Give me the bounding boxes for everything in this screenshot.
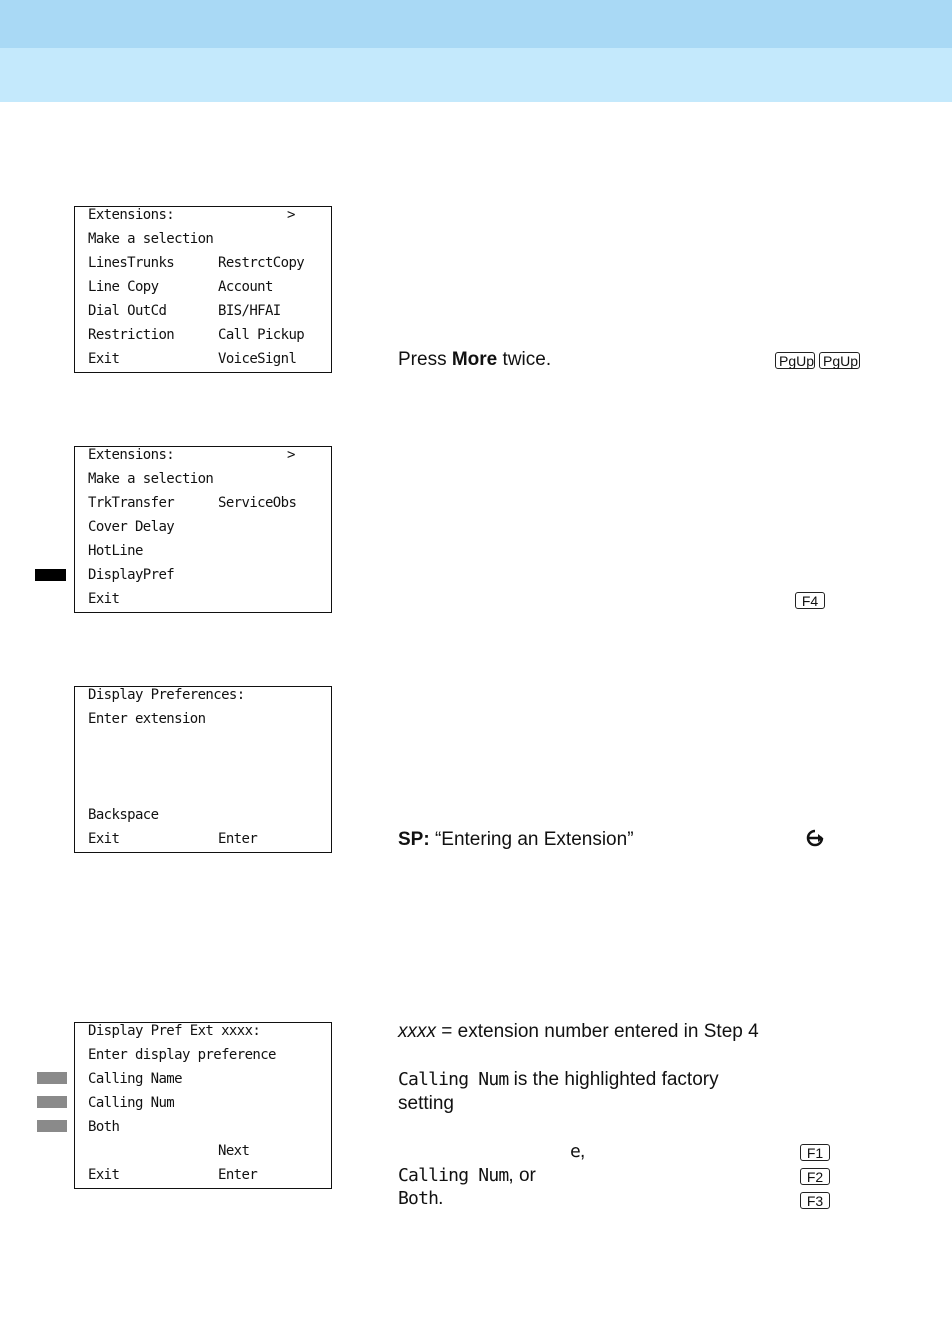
screen-title: Extensions: — [88, 207, 175, 223]
option-display-pref[interactable]: DisplayPref — [88, 567, 175, 583]
choice-both: Both. — [398, 1188, 444, 1209]
enter-button[interactable]: Enter — [218, 1167, 258, 1183]
selection-marker-calling-num — [37, 1096, 67, 1108]
choice-calling-num: Calling Num, or — [398, 1165, 536, 1186]
option-both[interactable]: Both — [88, 1119, 120, 1135]
option-account[interactable]: Account — [218, 279, 273, 295]
option-dial-outcd[interactable]: Dial OutCd — [88, 303, 167, 319]
screen-title: Display Preferences: — [88, 687, 245, 703]
screen-prompt: Make a selection — [88, 471, 214, 487]
exit-button[interactable]: Exit — [88, 831, 120, 847]
enter-button[interactable]: Enter — [218, 831, 258, 847]
option-bis-hfai[interactable]: BIS/HFAI — [218, 303, 281, 319]
display-screen-extensions-page3 — [74, 446, 332, 613]
exit-button[interactable]: Exit — [88, 1167, 120, 1183]
option-restriction[interactable]: Restriction — [88, 327, 175, 343]
instruction-factory-setting: Calling Num is the highlighted factory — [398, 1069, 719, 1090]
display-screen-extensions-page1 — [74, 206, 332, 373]
f4-key[interactable]: F4 — [795, 592, 825, 609]
pgup-key-2[interactable]: PgUp — [819, 352, 860, 369]
option-line-copy[interactable]: Line Copy — [88, 279, 159, 295]
screen-title: Display Pref Ext xxxx: — [88, 1023, 261, 1039]
screen-prompt: Enter extension — [88, 711, 206, 727]
more-arrow[interactable]: > — [287, 207, 295, 223]
option-trk-transfer[interactable]: TrkTransfer — [88, 495, 175, 511]
instruction-setting-word: setting — [398, 1093, 454, 1114]
pgup-key-1[interactable]: PgUp — [775, 352, 815, 369]
display-screen-display-preferences — [74, 686, 332, 853]
display-screen-display-pref-ext — [74, 1022, 332, 1189]
selection-marker-both — [37, 1120, 67, 1132]
backspace-button[interactable]: Backspace — [88, 807, 159, 823]
option-service-obs[interactable]: ServiceObs — [218, 495, 297, 511]
screen-prompt: Make a selection — [88, 231, 214, 247]
header-band-top — [0, 0, 952, 48]
option-call-pickup[interactable]: Call Pickup — [218, 327, 305, 343]
screen-prompt: Enter display preference — [88, 1047, 276, 1063]
selection-marker — [35, 569, 66, 581]
return-arrow-icon — [806, 829, 824, 847]
choice-calling-name-fragment: e, — [570, 1141, 586, 1162]
option-cover-delay[interactable]: Cover Delay — [88, 519, 175, 535]
selection-marker-calling-name — [37, 1072, 67, 1084]
instruction-press-more: Press More twice. — [398, 349, 552, 370]
next-button[interactable]: Next — [218, 1143, 250, 1159]
exit-button[interactable]: Exit — [88, 351, 120, 367]
exit-button[interactable]: Exit — [88, 591, 120, 607]
option-restrct-copy[interactable]: RestrctCopy — [218, 255, 305, 271]
instruction-xxxx-note: xxxx = extension number entered in Step 4 — [398, 1021, 759, 1042]
screen-title: Extensions: — [88, 447, 175, 463]
f3-key[interactable]: F3 — [800, 1192, 830, 1209]
option-calling-num[interactable]: Calling Num — [88, 1095, 175, 1111]
more-arrow[interactable]: > — [287, 447, 295, 463]
f2-key[interactable]: F2 — [800, 1168, 830, 1185]
header-band-bottom — [0, 48, 952, 102]
option-hotline[interactable]: HotLine — [88, 543, 143, 559]
option-voice-signl[interactable]: VoiceSignl — [218, 351, 297, 367]
instruction-see-procedure: SP: “Entering an Extension” — [398, 829, 634, 850]
option-lines-trunks[interactable]: LinesTrunks — [88, 255, 175, 271]
f1-key[interactable]: F1 — [800, 1144, 830, 1161]
option-calling-name[interactable]: Calling Name — [88, 1071, 182, 1087]
